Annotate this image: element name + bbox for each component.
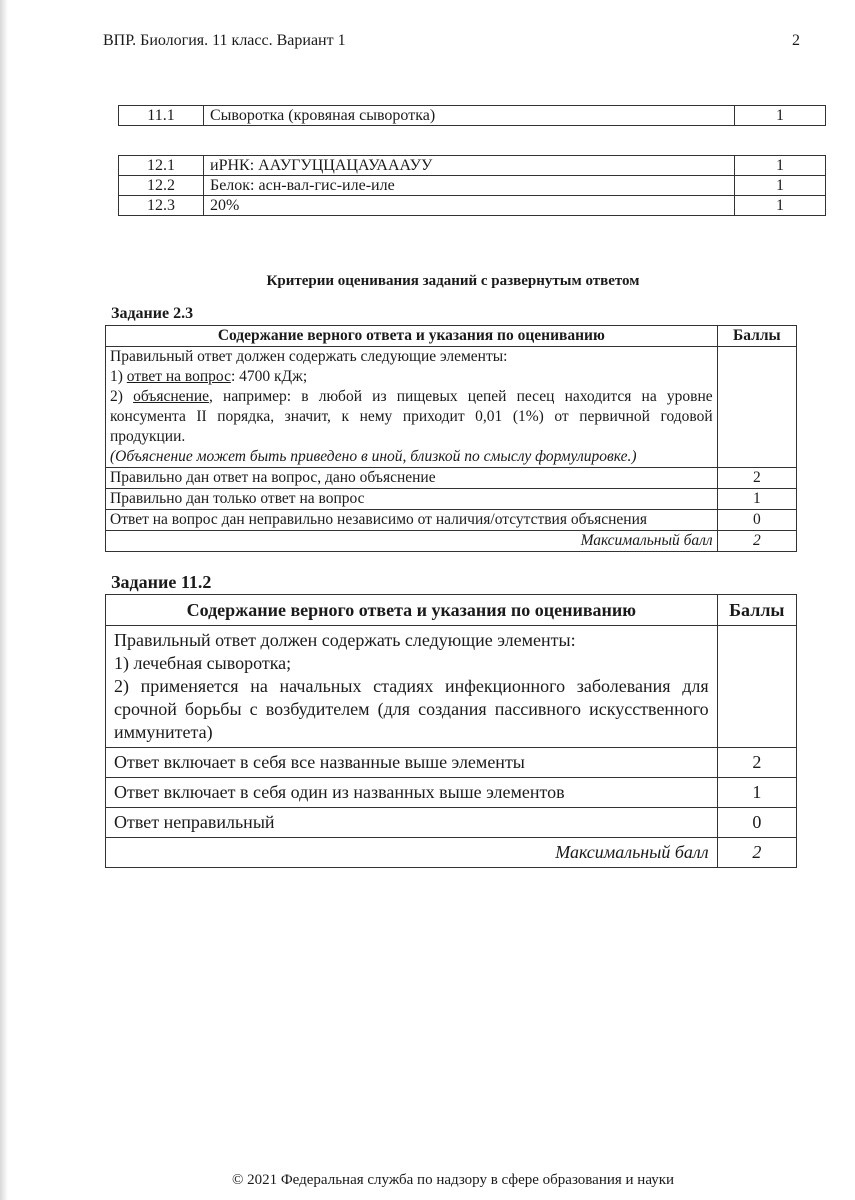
column-header-content: Содержание верного ответа и указания по оцениванию — [106, 595, 718, 626]
table-header-row — [106, 326, 797, 347]
task-label-11-2: Задание 11.2 — [111, 572, 212, 592]
task-label-2-3: Задание 2.3 — [111, 305, 194, 322]
answer-note: (Объяснение может быть приведено в иной, близкой по смыслу формулировке.) — [110, 448, 637, 465]
max-score-label: Максимальный балл — [106, 531, 718, 552]
page-number: 2 — [792, 32, 800, 49]
table-row — [106, 489, 797, 510]
answer-elements — [106, 626, 718, 748]
task-number: 11.1 — [119, 106, 204, 126]
task-score: 1 — [735, 156, 826, 176]
criterion-text: Ответ включает в себя все названные выше элементы — [106, 748, 718, 778]
column-header-score: Баллы — [717, 595, 796, 626]
criterion-text: Ответ неправильный — [106, 808, 718, 838]
task-answer: иРНК: ААУГУЦЦАЦАУАААУУ — [204, 156, 735, 176]
task-score: 1 — [735, 176, 826, 196]
table-row — [106, 347, 797, 468]
criterion-score: 1 — [717, 489, 796, 510]
criterion-score: 1 — [717, 778, 796, 808]
header-title: ВПР. Биология. 11 класс. Вариант 1 — [103, 32, 346, 49]
table-row — [106, 808, 797, 838]
task-answer: 20% — [204, 196, 735, 216]
section-title: Критерии оценивания заданий с развернутым ответом — [266, 273, 640, 289]
task-number: 12.3 — [119, 196, 204, 216]
table-row — [106, 531, 797, 552]
task-answer: Белок: асн-вал-гис-иле-иле — [204, 176, 735, 196]
table-row — [106, 778, 797, 808]
criteria-table-11-2 — [105, 594, 797, 868]
element-prefix: 2) — [110, 388, 134, 405]
task-number: 12.1 — [119, 156, 204, 176]
table-header-row — [106, 595, 797, 626]
element-prefix: 1) — [110, 368, 127, 385]
table-row — [106, 748, 797, 778]
criterion-text: Ответ включает в себя один из названных выше элементов — [106, 778, 718, 808]
column-header-score: Баллы — [717, 326, 796, 347]
table-row — [119, 176, 826, 196]
criterion-score: 0 — [717, 510, 796, 531]
criterion-score: 2 — [717, 748, 796, 778]
element-key: объяснение — [133, 388, 209, 405]
max-score-value: 2 — [717, 531, 796, 552]
criterion-text: Правильно дан ответ на вопрос, дано объяснение — [106, 468, 718, 489]
task-number: 12.2 — [119, 176, 204, 196]
empty-score-cell — [717, 347, 796, 468]
element-text: , например: в любой из пищевых цепей песец находится на уровне консумента II порядка, значит, к нему приходит 0,01 (1%) от первичной годовой продукции. — [110, 388, 713, 445]
footer-copyright: © 2021 Федеральная служба по надзору в сфере образования и науки — [231, 1172, 675, 1188]
answer-intro: Правильный ответ должен содержать следующие элементы: — [114, 630, 576, 650]
answer-elements — [106, 347, 718, 468]
table-row — [106, 468, 797, 489]
table-row — [106, 838, 797, 868]
criterion-text: Ответ на вопрос дан неправильно независимо от наличия/отсутствия объяснения — [106, 510, 718, 531]
answer-element-2: 2) применяется на начальных стадиях инфекционного заболевания для срочной борьбы с возбудителем (для создания пассивного искусственного иммунитета) — [114, 676, 709, 742]
answer-element-1 — [110, 367, 713, 387]
table-row — [106, 510, 797, 531]
task-score: 1 — [735, 106, 826, 126]
answer-table-12 — [118, 155, 826, 216]
column-header-content: Содержание верного ответа и указания по оцениванию — [106, 326, 718, 347]
answer-intro: Правильный ответ должен содержать следующие элементы: — [110, 348, 508, 365]
element-key: ответ на вопрос — [126, 368, 231, 385]
task-answer: Сыворотка (кровяная сыворотка) — [204, 106, 735, 126]
table-row — [119, 156, 826, 176]
criterion-score: 2 — [717, 468, 796, 489]
answer-element-1: 1) лечебная сыворотка; — [114, 653, 292, 673]
max-score-label: Максимальный балл — [106, 838, 718, 868]
task-score: 1 — [735, 196, 826, 216]
empty-score-cell — [717, 626, 796, 748]
criteria-table-2-3 — [105, 325, 797, 552]
page-edge-shadow — [0, 0, 8, 1200]
table-row — [119, 106, 826, 126]
table-row — [119, 196, 826, 216]
answer-element-2 — [110, 387, 713, 447]
table-row — [106, 626, 797, 748]
answer-table-11 — [118, 105, 826, 126]
criterion-text: Правильно дан только ответ на вопрос — [106, 489, 718, 510]
max-score-value: 2 — [717, 838, 796, 868]
criterion-score: 0 — [717, 808, 796, 838]
element-text: : 4700 кДж; — [230, 368, 308, 385]
